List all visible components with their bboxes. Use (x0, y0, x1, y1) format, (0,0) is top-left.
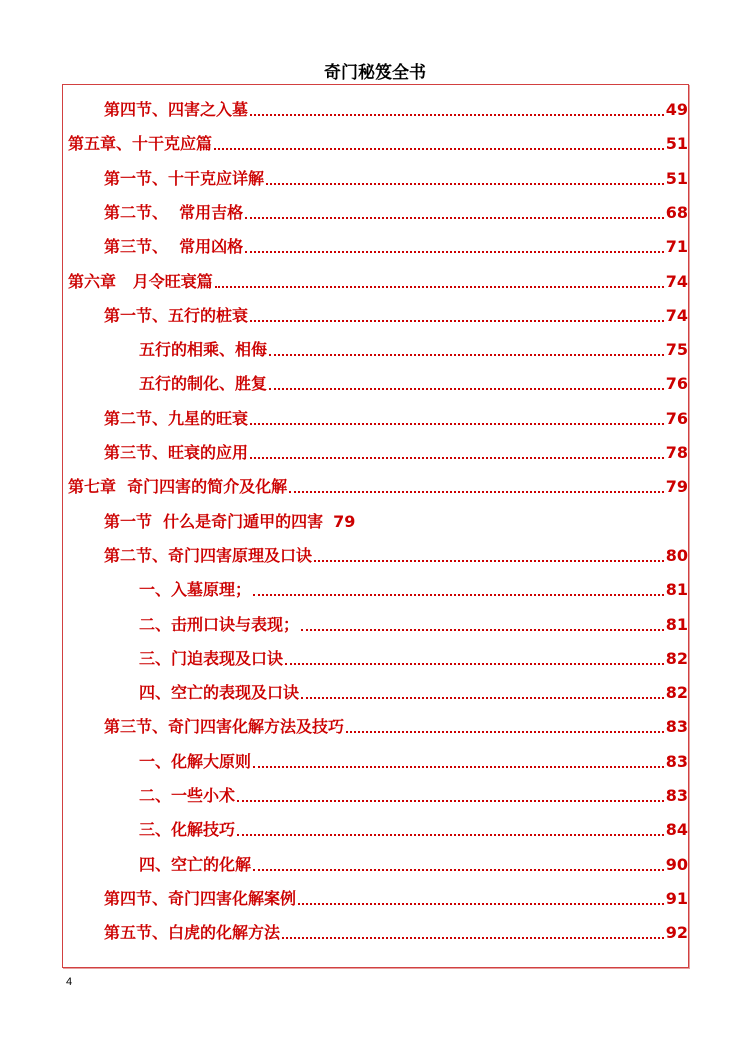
toc-entry[interactable] (139, 679, 688, 703)
toc-entry[interactable] (139, 336, 688, 360)
page-number: 4 (66, 976, 73, 988)
toc-dot-leader (298, 901, 664, 905)
toc-dot-leader (250, 318, 664, 322)
toc-entry-title: 三、门迫表现及口诀 (139, 648, 284, 668)
toc-entry[interactable] (104, 508, 688, 532)
page-header-title: 奇门秘笈全书 (324, 63, 426, 83)
toc-entry-title: 五行的相乘、相侮 (139, 340, 268, 360)
toc-entry-title: 一、入墓原理； (139, 580, 252, 600)
toc-entry[interactable] (139, 576, 688, 600)
toc-entry-page-number: 78 (665, 443, 688, 462)
toc-dot-leader (301, 627, 664, 631)
toc-entry-page-number: 68 (665, 202, 688, 222)
toc-dot-leader (282, 935, 664, 939)
toc-entry-title: 第一节 什么是奇门遁甲的四害 (104, 511, 324, 531)
toc-dot-leader (237, 798, 664, 802)
toc-entry-title: 第二节、奇门四害原理及口诀 (104, 545, 313, 565)
toc-entry-title: 第三节、奇门四害化解方法及技巧 (104, 717, 345, 737)
toc-entry[interactable] (139, 611, 688, 635)
toc-entry[interactable] (104, 165, 688, 189)
toc-entry-page-number: 71 (665, 237, 688, 257)
toc-entry-page-number: 81 (665, 580, 688, 600)
toc-entry-title: 第五章、十干克应篇 (68, 134, 213, 154)
toc-entry-title: 第四节、四害之入墓 (104, 100, 249, 119)
toc-entry[interactable] (139, 782, 688, 806)
toc-entry-page-number: 80 (665, 545, 688, 565)
toc-entry[interactable] (68, 473, 688, 497)
toc-entry-title: 五行的制化、胜复 (139, 374, 268, 394)
toc-dot-leader (253, 764, 664, 768)
toc-entry-title: 第二节、 常用吉格 (104, 202, 244, 222)
toc-entry[interactable] (68, 130, 688, 154)
toc-dot-leader (214, 146, 664, 150)
toc-entry-title: 第四节、奇门四害化解案例 (104, 888, 297, 908)
toc-entry-page-number: 74 (665, 271, 688, 291)
toc-entry[interactable] (104, 96, 688, 120)
toc-dot-leader (301, 695, 664, 699)
toc-entry[interactable] (139, 645, 688, 669)
toc-entry-page-number: 83 (665, 786, 688, 805)
toc-entry-page-number: 79 (333, 511, 356, 531)
toc-dot-leader (269, 386, 664, 390)
toc-entry[interactable] (104, 233, 688, 257)
toc-dot-leader (269, 352, 664, 356)
toc-entry[interactable] (139, 370, 688, 394)
toc-dot-leader (250, 421, 664, 425)
toc-entry-title: 四、空亡的化解 (139, 854, 252, 874)
toc-entry-page-number: 79 (665, 477, 688, 497)
toc-entry-page-number: 82 (665, 648, 688, 668)
toc-dot-leader (314, 558, 664, 562)
toc-entry[interactable] (104, 302, 688, 326)
toc-entry-page-number: 74 (665, 305, 688, 325)
toc-entry-title: 一、化解大原则 (139, 751, 252, 771)
toc-dot-leader (289, 489, 664, 493)
toc-entry-page-number: 75 (665, 340, 688, 360)
toc-entry-title: 第三节、 常用凶格 (104, 237, 244, 257)
toc-dot-leader (237, 832, 664, 836)
toc-entry-page-number: 83 (665, 751, 688, 771)
toc-entry-title: 二、击刑口诀与表现； (139, 614, 300, 634)
toc-entry[interactable] (104, 885, 688, 909)
toc-dot-leader (346, 729, 664, 733)
toc-dot-leader (215, 284, 664, 288)
toc-entry-title: 第六章 月令旺衰篇 (68, 271, 213, 291)
toc-entry-title: 二、一些小术 (139, 786, 236, 805)
toc-dot-leader (285, 661, 664, 665)
toc-dot-leader (253, 592, 664, 596)
toc-entry[interactable] (104, 919, 688, 943)
toc-entry-page-number: 91 (665, 888, 688, 908)
toc-entry[interactable] (104, 713, 688, 737)
toc-entry-page-number: 81 (665, 614, 688, 634)
toc-entry-page-number: 83 (665, 717, 688, 737)
toc-entry[interactable] (68, 268, 688, 292)
toc-entry-title: 第二节、九星的旺衰 (104, 408, 249, 428)
toc-dot-leader (245, 249, 664, 253)
toc-entry[interactable] (104, 439, 688, 463)
toc-entry-page-number: 51 (665, 168, 688, 188)
toc-entry[interactable] (139, 851, 688, 875)
toc-entry[interactable] (104, 199, 688, 223)
toc-entry-page-number: 76 (665, 408, 688, 428)
toc-entry-page-number: 49 (665, 100, 688, 119)
toc-entry-title: 第一节、十干克应详解 (104, 168, 265, 188)
toc-dot-leader (253, 867, 664, 871)
toc-entry-page-number: 82 (665, 683, 688, 703)
toc-entry-title: 第三节、旺衰的应用 (104, 443, 249, 462)
toc-dot-leader (250, 112, 664, 116)
toc-entry-page-number: 90 (665, 854, 688, 874)
toc-entry[interactable] (104, 405, 688, 429)
toc-entry-title: 第五节、白虎的化解方法 (104, 923, 281, 943)
toc-dot-leader (250, 455, 664, 459)
toc-entry-title: 第一节、五行的桩衰 (104, 305, 249, 325)
toc-entry-page-number: 76 (665, 374, 688, 394)
toc-entry-page-number: 84 (665, 820, 688, 840)
toc-entry[interactable] (104, 542, 688, 566)
toc-entry[interactable] (139, 748, 688, 772)
toc-entry-title: 第七章 奇门四害的简介及化解 (68, 477, 288, 497)
toc-entry-title: 三、化解技巧 (139, 820, 236, 840)
toc-entry-page-number: 51 (665, 134, 688, 154)
toc-dot-leader (266, 181, 664, 185)
toc-entry[interactable] (139, 816, 688, 840)
toc-entry-title: 四、空亡的表现及口诀 (139, 683, 300, 703)
toc-dot-leader (245, 215, 664, 219)
toc-entry-page-number: 92 (665, 923, 688, 943)
